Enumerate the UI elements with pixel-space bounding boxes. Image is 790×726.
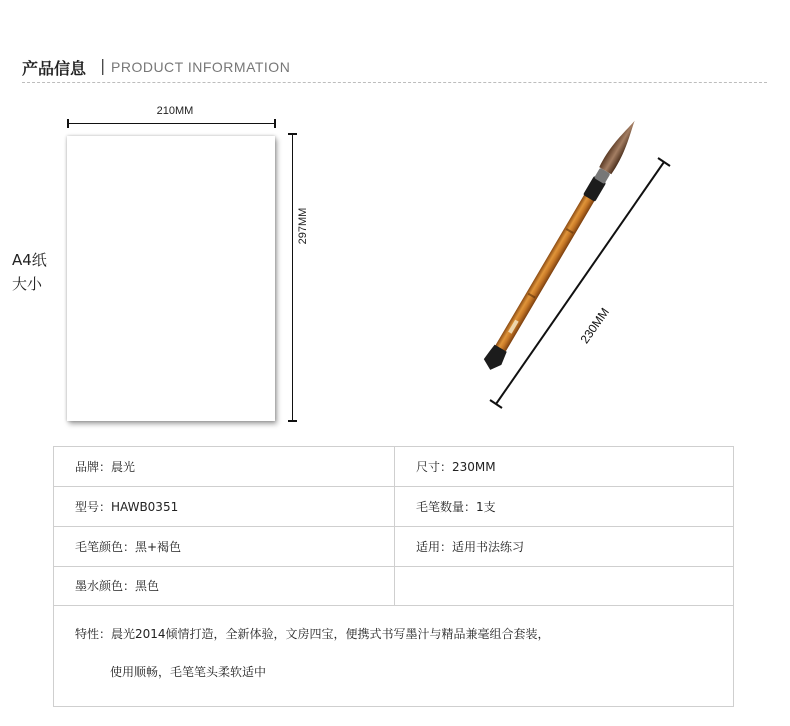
spec-empty-cell <box>395 566 733 605</box>
spec-table <box>53 446 734 707</box>
brush-icon <box>481 116 643 373</box>
spec-brand: 品牌：晨光 <box>54 447 395 486</box>
brush-length-label: 230MM <box>577 305 612 347</box>
spec-usage: 适用：适用书法练习 <box>416 539 525 554</box>
feature-text-line2: 使用顺畅，毛笔笔头柔软适中 <box>110 665 267 679</box>
spec-ink-color: 墨水颜色：黑色 <box>54 566 395 605</box>
section-title-en: PRODUCT INFORMATION <box>111 59 291 75</box>
paper-width-label: 210MM <box>156 105 194 117</box>
section-header <box>22 56 767 83</box>
table-row <box>54 526 733 567</box>
a4-paper-illustration <box>67 136 275 421</box>
paper-height-dimension-line <box>292 133 293 422</box>
spec-brush-color: 毛笔颜色：黑+褐色 <box>54 526 395 566</box>
paper-caption <box>12 248 47 296</box>
brush-illustration <box>440 100 680 420</box>
paper-caption-line2: 大小 <box>12 275 43 293</box>
spec-quantity: 毛笔数量：1支 <box>416 499 496 514</box>
section-title-cn: 产品信息 <box>22 59 87 78</box>
feature-text-line1: 特性：晨光2014倾情打造，全新体验，文房四宝，便携式书写墨汁与精品兼毫组合套装， <box>75 627 550 641</box>
feature-row <box>54 605 733 706</box>
brush-length-dimension-line <box>496 162 664 404</box>
spec-model: 型号：HAWB0351 <box>54 486 395 526</box>
table-row <box>54 447 733 487</box>
paper-height-label: 297MM <box>297 207 309 245</box>
paper-caption-line1: A4纸 <box>12 251 47 269</box>
title-separator: | <box>100 56 106 75</box>
table-row <box>54 486 733 527</box>
table-row <box>54 566 733 606</box>
paper-width-dimension-line <box>67 123 276 124</box>
spec-size: 尺寸：230MM <box>416 460 496 474</box>
